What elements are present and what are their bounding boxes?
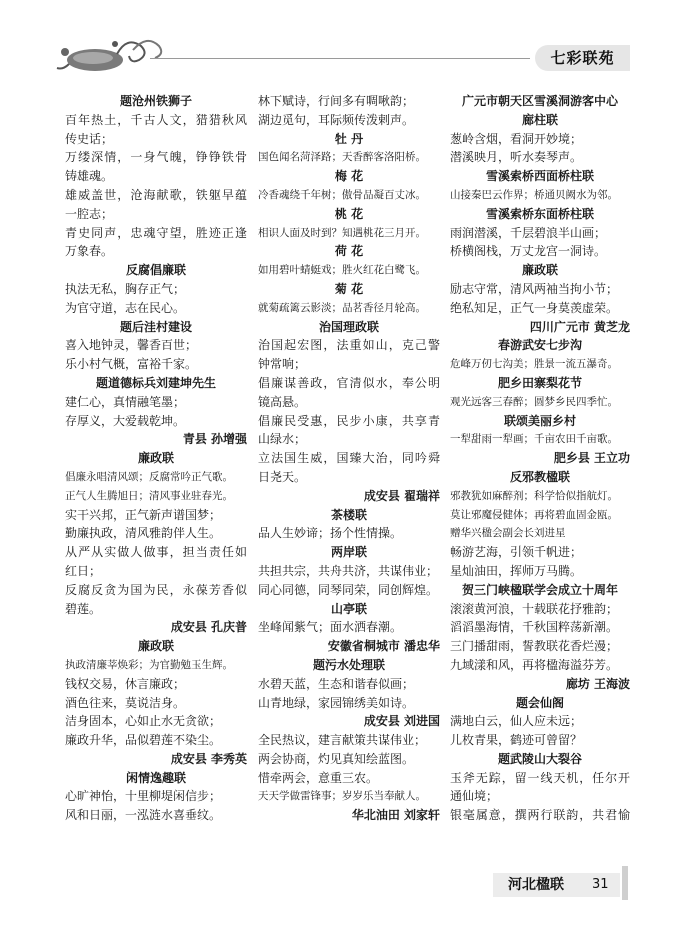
text-line: 邪教犹如麻醉剂；科学恰似指航灯。 <box>450 489 618 502</box>
text-line: 品人生妙谛；扬个性情操。 <box>258 526 403 541</box>
heading-line: 反腐倡廉联 <box>125 263 186 278</box>
text-line: 相识人面及时到？知遇桃花三月开。 <box>258 226 426 239</box>
text-line: 从严从实做人做事，担当责任如 <box>65 545 247 560</box>
text-line: 倡廉民受惠，民步小康，共享青 <box>258 413 440 428</box>
text-line: 铸雄魂。 <box>65 169 114 184</box>
heading-line: 肥乡田寨梨花节 <box>497 375 582 390</box>
text-line: 山接秦巴云作界；桥通贝阙水为邻。 <box>450 188 618 201</box>
column-left <box>65 92 247 825</box>
text-line: 万象春。 <box>65 244 114 259</box>
text-line: 玉斧无踪，留一线天机，任尔开 <box>450 770 630 785</box>
text-line: 勤廉执政，清风雅韵伴人生。 <box>65 526 222 541</box>
page-header <box>0 0 690 90</box>
text-line: 喜入地钟灵，馨香百世； <box>65 338 198 353</box>
text-line: 桥横阁栈，万丈龙宫一洞诗。 <box>450 244 607 259</box>
text-line: 同心同德，同琴同荣，同创辉煌。 <box>258 582 439 597</box>
page-number: 31 <box>592 877 609 892</box>
text-line: 心旷神怡，十里柳堤闲信步； <box>65 789 222 804</box>
text-line: 就菊疏篱云影淡；品茗香径月轮高。 <box>258 301 426 314</box>
text-line: 九域漾和风，再将楹海溢芬芳。 <box>450 657 619 672</box>
heading-line: 安徽省桐城市 潘忠华 <box>327 639 440 654</box>
text-line: 乐小村气概，富裕千家。 <box>65 357 198 372</box>
heading-line: 雪溪索桥东面桥柱联 <box>485 206 594 221</box>
text-line: 观光远客三春醉；圆梦乡民四季忙。 <box>450 395 618 408</box>
heading-line: 肥乡县 王立功 <box>553 451 630 466</box>
heading-line: 菊 花 <box>334 281 364 296</box>
text-line: 执政清廉莘焕彩；为官勤勉玉生辉。 <box>65 658 233 671</box>
heading-line: 廉政联 <box>137 451 174 466</box>
heading-line: 题武陵山大裂谷 <box>497 751 582 766</box>
text-line: 危峰万仞七沟美；胜景一流五瀑奇。 <box>450 358 618 371</box>
text-line: 滔滔墨海情，千秋国粹荡新潮。 <box>450 620 619 635</box>
text-line: 雄威盖世，沧海献歌，铁躯早蕴 <box>65 187 247 202</box>
text-line: 洁身固本，心如止水无贪欲； <box>65 714 222 729</box>
heading-line: 成安县 李秀英 <box>170 751 247 766</box>
heading-line: 题污水处理联 <box>312 657 385 672</box>
text-line: 潜溪映月，听水奏琴声。 <box>450 150 583 165</box>
text-line: 立法国生威，国臻大治，同吟舜 <box>258 451 440 466</box>
heading-line: 雪溪索桥西面桥柱联 <box>485 169 594 184</box>
text-line: 倡廉谋善政，官清似水，奉公明 <box>258 375 440 390</box>
text-line: 倡廉永唱清风颂；反腐常吟正气歌。 <box>65 470 233 483</box>
text-line: 星灿油田，挥师万马腾。 <box>450 563 583 578</box>
heading-line: 华北油田 刘家轩 <box>351 808 440 823</box>
heading-line: 联颂美丽乡村 <box>503 413 576 428</box>
text-line: 治国起宏图，法重如山，克己警 <box>258 338 440 353</box>
text-line: 镜高悬。 <box>258 394 307 409</box>
heading-line: 廊坊 王海波 <box>565 676 630 691</box>
magazine-name: 河北楹联 <box>508 877 564 893</box>
heading-line: 题会仙阁 <box>515 695 564 710</box>
heading-line: 题沧州铁狮子 <box>119 94 192 108</box>
text-line: 酒色往来，莫说洁身。 <box>65 695 186 710</box>
heading-line: 治国理政联 <box>318 319 379 334</box>
text-line: 赠华兴楹会副会长刘进星 <box>450 527 566 540</box>
heading-line: 青县 孙增强 <box>182 432 247 447</box>
text-line: 励志守常，清风两袖当拘小节； <box>450 281 619 296</box>
text-line: 执法无私，胸存正气； <box>65 281 186 296</box>
text-line: 廉政升华，品似碧莲不染尘。 <box>65 733 222 748</box>
heading-line: 题道德标兵刘建坤先生 <box>95 375 216 390</box>
text-line: 碧莲。 <box>65 601 102 616</box>
text-line: 传史话； <box>65 131 114 146</box>
column-middle <box>258 92 440 825</box>
heading-line: 闲情逸趣联 <box>125 770 186 785</box>
ornament-logo-icon <box>55 30 165 80</box>
text-line: 国色闻名菏泽路；天香醉客洛阳桥。 <box>258 151 426 164</box>
heading-line: 广元市朝天区雪溪洞游客中心 <box>461 94 618 108</box>
text-line: 反腐反贪为国为民，永葆芳香似 <box>65 582 247 597</box>
text-line: 百年热土，千古人文，猎猎秋风 <box>65 112 247 127</box>
text-line: 一腔志； <box>65 206 114 221</box>
heading-line: 四川广元市 黄芝龙 <box>529 319 630 334</box>
text-line: 通仙境； <box>450 789 499 804</box>
text-line: 存厚义，大爱载乾坤。 <box>65 413 186 428</box>
text-line: 儿枚青果，鹤迹可曾留？ <box>450 733 583 748</box>
text-line: 山绿水； <box>258 432 307 447</box>
text-line: 满地白云，仙人应未远； <box>450 714 583 729</box>
text-line: 万缕深情，一身气魄，铮铮铁骨 <box>65 150 247 165</box>
text-line: 全民热议，建言献策共谋伟业； <box>258 733 427 748</box>
heading-line: 梅 花 <box>334 169 364 184</box>
heading-line: 成安县 刘进国 <box>363 714 440 729</box>
heading-line: 茶楼联 <box>330 507 367 522</box>
text-line: 两会协商，灼见真知绘蓝图。 <box>258 751 415 766</box>
header-rule <box>150 58 530 59</box>
heading-line: 成安县 翟瑞祥 <box>363 488 440 503</box>
heading-line: 荷 花 <box>334 244 364 259</box>
text-line: 实干兴邦，正气新声谱国梦； <box>65 507 222 522</box>
text-line: 青史同声，忠魂守望，胜迹正逢 <box>65 225 247 240</box>
text-line: 一犁甜雨一犁画；千亩农田千亩歌。 <box>450 433 618 446</box>
text-line: 红日； <box>65 563 102 578</box>
text-line: 天天学做雷锋事；岁岁乐当奉献人。 <box>258 790 426 803</box>
heading-line: 廉政联 <box>521 263 558 278</box>
text-line: 葱岭含烟，看洞开妙境； <box>450 131 583 146</box>
text-line: 银毫属意，撰两行联韵，共君愉 <box>450 808 630 823</box>
heading-line: 反邪教楹联 <box>509 469 570 484</box>
heading-line: 牡 丹 <box>334 131 364 146</box>
column-right <box>450 92 630 825</box>
text-line: 惜牵两会，意重三农。 <box>258 770 379 785</box>
text-line: 风和日丽，一泓涟水喜垂纹。 <box>65 808 222 823</box>
text-line: 水碧天蓝，生态和谐春似画； <box>258 676 415 691</box>
heading-line: 两岸联 <box>330 545 367 560</box>
heading-line: 廉政联 <box>137 639 174 654</box>
text-line: 钱权交易，休言廉政； <box>65 676 186 691</box>
section-title: 七彩联苑 <box>535 45 630 71</box>
text-line: 雨润潜溪，千层碧浪半山画； <box>450 225 607 240</box>
text-line: 林下赋诗，行间多有啁啾韵； <box>258 94 415 108</box>
text-line: 山青地绿，家园锦绣美如诗。 <box>258 695 415 710</box>
text-line: 钟常响； <box>258 357 307 372</box>
footer-shade <box>622 866 628 900</box>
text-line: 日尧天。 <box>258 469 307 484</box>
text-line: 滚滚黄河浪，十载联花抒雅韵； <box>450 601 619 616</box>
heading-line: 山亭联 <box>330 601 367 616</box>
text-line: 三门播甜雨，誓教联花香烂漫； <box>450 639 619 654</box>
heading-line: 成安县 孔庆普 <box>170 620 247 635</box>
text-line: 正气人生腾旭日；清风事业驻春光。 <box>65 489 233 502</box>
heading-line: 廊柱联 <box>521 112 558 127</box>
text-line: 绝私知足，正气一身莫羡虚荣。 <box>450 300 619 315</box>
heading-line: 桃 花 <box>334 206 364 221</box>
text-line: 建仁心，真情融笔墨； <box>65 394 186 409</box>
text-line: 为官守道，志在民心。 <box>65 300 186 315</box>
text-line: 冷香魂绕千年树；傲骨品凝百丈冰。 <box>258 188 426 201</box>
text-line: 湖边觅句，耳际频传泼剌声。 <box>258 112 415 127</box>
text-line: 畅游艺海，引领千帆进； <box>450 545 583 560</box>
heading-line: 题后洼村建设 <box>119 319 192 334</box>
heading-line: 春游武安七步沟 <box>497 338 582 353</box>
text-line: 莫让邪魔侵健体；再将碧血固金瓯。 <box>450 508 618 521</box>
text-line: 共担共宗，共舟共济，共谋伟业； <box>258 563 439 578</box>
text-line: 如用碧叶蜻蜓戏；胜火红花白鹭飞。 <box>258 264 426 277</box>
text-line: 坐峰闻紫气；面水洒春潮。 <box>258 620 403 635</box>
heading-line: 贺三门峡楹联学会成立十周年 <box>461 582 618 597</box>
